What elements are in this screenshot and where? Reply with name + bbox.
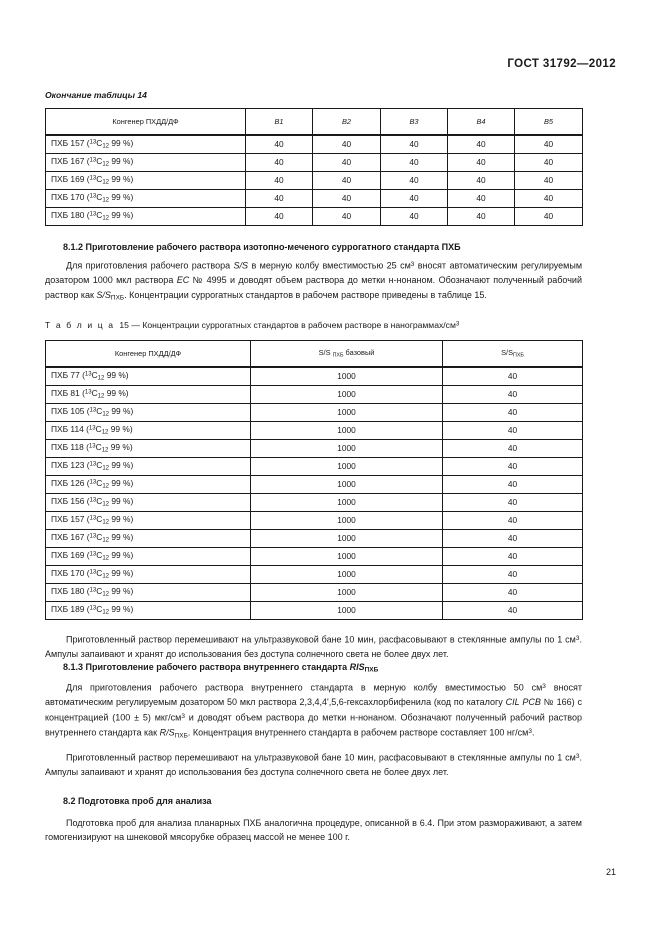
isotope-subscript: 12 [102,143,110,150]
table15-head [46,341,583,368]
paragraph-8-1-2 [45,258,582,306]
congener-label [46,584,251,602]
isotope-element: C [96,138,103,149]
cell-b1: 40 [246,208,313,226]
isotope-element: C [96,550,103,561]
congener-purity: 99 %) [104,370,129,381]
cell-b2: 40 [313,154,381,172]
standard-header: ГОСТ 31792—2012 [507,58,616,70]
cell-b2: 40 [313,190,381,208]
isotope-superscript: 13 [84,371,92,378]
table-row [46,404,583,422]
table14-col-b5: B5 [515,109,583,136]
cell-working-solution: 40 [443,548,583,566]
congener-label [46,135,246,154]
table15-col-working [443,341,583,368]
table15-header-row [46,341,583,368]
cell-b4: 40 [448,172,515,190]
congener-purity: 99 %) [109,138,134,149]
congener-prefix: ПХБ 167 ( [51,156,90,167]
isotope-subscript: 12 [102,609,110,616]
cell-base-solution: 1000 [251,548,443,566]
p813-text1: Для приготовления рабочего раствора внутреннего стандарта в мерную колбу вместимостью 50 см [66,682,543,693]
table15-col-base-main: S/S [318,347,331,357]
cell-working-solution: 40 [443,422,583,440]
table15-caption-number: 15 [119,320,129,331]
isotope-element: C [96,406,103,417]
isotope-subscript: 12 [102,411,110,418]
cell-b4: 40 [448,190,515,208]
table-row [46,602,583,620]
p813-text2: вносят автоматическим регулируемым дозатором 50 мкл раствора 2,3,4,4',5,6-гексахлорбифенила (код по каталогу [45,682,582,707]
p813-sup-1: 3 [542,682,546,690]
cell-b5: 40 [515,154,583,172]
table-row [46,135,583,154]
isotope-element: C [96,532,103,543]
congener-purity: 99 %) [109,156,134,167]
cell-b5: 40 [515,190,583,208]
congener-prefix: ПХБ 180 ( [51,210,90,221]
isotope-subscript: 12 [102,483,110,490]
cell-b4: 40 [448,208,515,226]
table14-col-congener: Конгенер ПХДД/ДФ [46,109,246,136]
isotope-subscript: 12 [97,393,105,400]
h813-prefix: 8.1.3 Приготовление рабочего раствора внутреннего стандарта [63,662,350,673]
table-row [46,494,583,512]
table14-caption: Окончание таблицы 14 [45,90,147,100]
cell-b3: 40 [381,190,448,208]
isotope-element: C [96,478,103,489]
congener-label [46,476,251,494]
isotope-subscript: 12 [102,591,110,598]
isotope-subscript: 12 [102,573,110,580]
table15-caption-label: Т а б л и ц а [45,320,115,331]
sn1-text1: Приготовленный раствор перемешивают на ультразвуковой бане 10 мин, расфасовывают в стеклянные ампулы по 1 см [66,634,576,645]
table15-col-base-sub: ПХБ [332,352,344,359]
p812-sup-1: 3 [410,261,415,268]
congener-prefix: ПХБ 180 ( [51,586,90,597]
cell-working-solution: 40 [443,476,583,494]
isotope-superscript: 13 [89,479,97,486]
table-14 [45,108,583,226]
cell-working-solution: 40 [443,566,583,584]
table-row [46,584,583,602]
congener-purity: 99 %) [109,406,134,417]
cell-working-solution: 40 [443,458,583,476]
cell-base-solution: 1000 [251,494,443,512]
congener-label [46,422,251,440]
paragraph-8-2: Подготовка проб для анализа планарных ПХБ аналогична процедуре, описанной в 6.4. При этом размораживают, а затем гомогенизируют на шнековой мясорубке образец массой не менее 100 г. [45,817,582,843]
congener-purity: 99 %) [109,514,134,525]
isotope-superscript: 13 [89,211,97,218]
cell-base-solution: 1000 [251,440,443,458]
isotope-superscript: 13 [89,193,97,200]
congener-prefix: ПХБ 156 ( [51,496,90,507]
congener-label [46,494,251,512]
cell-b3: 40 [381,172,448,190]
cell-working-solution: 40 [443,367,583,386]
table-row [46,172,583,190]
isotope-element: C [96,156,103,167]
cell-working-solution: 40 [443,584,583,602]
congener-prefix: ПХБ 167 ( [51,532,90,543]
cell-b1: 40 [246,190,313,208]
p813-cilpcb-italic: CIL PCB [505,696,541,707]
table15-col-base [251,341,443,368]
cell-base-solution: 1000 [251,566,443,584]
heading-8-1-2: 8.1.2 Приготовление рабочего раствора изотопно-меченого суррогатного стандарта ПХБ [63,242,461,252]
cell-base-solution: 1000 [251,512,443,530]
cell-working-solution: 40 [443,530,583,548]
p812-ec-italic: EC [176,275,190,286]
isotope-element: C [91,388,98,399]
cell-base-solution: 1000 [251,367,443,386]
congener-prefix: ПХБ 105 ( [51,406,90,417]
isotope-superscript: 13 [89,515,97,522]
cell-base-solution: 1000 [251,422,443,440]
congener-purity: 99 %) [109,550,134,561]
congener-prefix: ПХБ 114 ( [51,424,89,435]
cell-base-solution: 1000 [251,404,443,422]
h813-ris-italic: RIS [349,662,365,673]
isotope-element: C [95,424,102,435]
p813-text6: . [531,727,535,738]
p812-text2: в мерную колбу вместимостью 25 см [248,260,411,271]
congener-label [46,566,251,584]
isotope-element: C [96,586,103,597]
congener-prefix: ПХБ 157 ( [51,138,90,149]
isotope-superscript: 13 [84,389,92,396]
cell-b2: 40 [313,208,381,226]
isotope-subscript: 12 [102,501,110,508]
congener-purity: 99 %) [108,424,133,435]
table14-col-b2: B2 [313,109,381,136]
cell-b1: 40 [246,154,313,172]
table-row [46,208,583,226]
p812-text4: № 4995 и доводят объем раствора до метки н-нонаном. Обозначают полученный рабочий раствор как [45,275,582,300]
table15-col-working-main: S/S [501,347,514,357]
isotope-element: C [96,210,103,221]
storage-note-2 [45,750,582,780]
table-row [46,476,583,494]
isotope-subscript: 12 [97,375,105,382]
table-row [46,367,583,386]
p813-text3: № 166) с концентрацией (100 ± 5) мкг/см [45,696,582,723]
isotope-subscript: 12 [102,215,110,222]
congener-purity: 99 %) [109,174,134,185]
cell-working-solution: 40 [443,602,583,620]
cell-working-solution: 40 [443,494,583,512]
isotope-element: C [95,442,102,453]
table-row [46,422,583,440]
cell-base-solution: 1000 [251,530,443,548]
isotope-superscript: 13 [89,569,97,576]
congener-label [46,530,251,548]
congener-prefix: ПХБ 170 ( [51,192,90,203]
congener-prefix: ПХБ 77 ( [51,370,85,381]
congener-purity: 99 %) [109,478,134,489]
p812-sub-1: ПХБ [110,294,125,302]
page-number: 21 [605,867,616,877]
h813-sub: ПХБ [364,666,379,674]
p812-text1: Для приготовления рабочего раствора [66,260,234,271]
p813-sup-3: 3 [528,727,532,735]
isotope-superscript: 13 [89,605,97,612]
isotope-superscript: 13 [88,425,96,432]
isotope-superscript: 13 [89,157,97,164]
congener-prefix: ПХБ 169 ( [51,174,90,185]
p812-text3: вносят автоматическим регулируемым дозатором 1000 мкл раствора [45,260,583,286]
p812-ss-italic-1: S/S [233,260,249,271]
table14-col-b3: B3 [381,109,448,136]
isotope-element: C [96,514,103,525]
congener-purity: 99 %) [108,442,133,453]
isotope-superscript: 13 [89,175,97,182]
congener-prefix: ПХБ 170 ( [51,568,90,579]
cell-b5: 40 [515,172,583,190]
isotope-subscript: 12 [102,537,110,544]
table15-caption [45,320,582,330]
sn1-sup: 3 [575,635,580,643]
p813-sup-2: 3 [181,712,185,720]
p813-text5: . Концентрация внутреннего стандарта в рабочем растворе составляет 100 нг/см [187,727,529,738]
table-row [46,154,583,172]
congener-purity: 99 %) [109,532,134,543]
congener-prefix: ПХБ 126 ( [51,478,90,489]
cell-working-solution: 40 [443,386,583,404]
table15-col-congener: Конгенер ПХДД/ДФ [46,341,251,368]
congener-purity: 99 %) [104,388,129,399]
table-row [46,512,583,530]
cell-base-solution: 1000 [251,584,443,602]
sn2-text2: . Ампулы запаивают и хранят до использования без доступа солнечного света не более двух лет. [45,752,582,778]
congener-purity: 99 %) [109,604,134,615]
table15-body [46,367,583,620]
isotope-superscript: 13 [89,139,97,146]
isotope-element: C [96,460,103,471]
isotope-subscript: 12 [102,179,110,186]
congener-prefix: ПХБ 118 ( [51,442,89,453]
cell-base-solution: 1000 [251,458,443,476]
table-row [46,530,583,548]
cell-b3: 40 [381,208,448,226]
congener-prefix: ПХБ 157 ( [51,514,90,525]
congener-prefix: ПХБ 81 ( [51,388,85,399]
cell-b1: 40 [246,172,313,190]
cell-b4: 40 [448,135,515,154]
isotope-element: C [96,174,103,185]
cell-base-solution: 1000 [251,602,443,620]
isotope-element: C [96,568,103,579]
cell-b3: 40 [381,154,448,172]
isotope-superscript: 13 [89,497,97,504]
congener-label [46,512,251,530]
isotope-subscript: 12 [102,555,110,562]
heading-8-2: 8.2 Подготовка проб для анализа [63,795,212,806]
table15-col-base-tail: базовый [343,347,375,357]
congener-label [46,440,251,458]
congener-label [46,172,246,190]
congener-label [46,602,251,620]
table-row [46,190,583,208]
table-row [46,548,583,566]
cell-b4: 40 [448,154,515,172]
page-content [45,90,582,845]
isotope-subscript: 12 [102,161,110,168]
isotope-element: C [96,192,103,203]
table14-body [46,135,583,226]
congener-label [46,154,246,172]
isotope-subscript: 12 [102,197,110,204]
isotope-superscript: 13 [89,407,97,414]
isotope-element: C [91,370,98,381]
isotope-element: C [96,604,103,615]
isotope-superscript: 13 [89,461,97,468]
isotope-superscript: 13 [89,587,97,594]
congener-purity: 99 %) [109,210,134,221]
congener-purity: 99 %) [109,496,134,507]
congener-purity: 99 %) [109,192,134,203]
table15-col-working-sub: ПХБ [513,352,524,359]
table14-col-b4: B4 [448,109,515,136]
isotope-subscript: 12 [102,465,110,472]
p813-rs-italic: R/S [159,727,175,738]
heading-8-1-3 [45,662,582,674]
cell-b3: 40 [381,135,448,154]
congener-label [46,208,246,226]
table14-col-b1: B1 [246,109,313,136]
table-row [46,566,583,584]
isotope-subscript: 12 [102,519,110,526]
cell-working-solution: 40 [443,404,583,422]
cell-base-solution: 1000 [251,476,443,494]
table15-caption-text: Концентрации суррогатных стандартов в рабочем растворе в нанограммах/см [142,320,456,331]
table-row [46,458,583,476]
isotope-superscript: 13 [88,443,96,450]
sn2-sup: 3 [575,752,580,760]
congener-label [46,548,251,566]
p813-text4: и доводят объем раствора до метки н-нонаном. Обозначают полученный рабочий раствор внутреннего стандарта как [45,712,582,738]
sn2-text1: Приготовленный раствор перемешивают на ультразвуковой бане 10 мин, расфасовывают в стеклянные ампулы по 1 см [66,752,576,763]
congener-label [46,386,251,404]
congener-prefix: ПХБ 169 ( [51,550,90,561]
p812-text5: . Концентрации суррогатных стандартов в рабочем растворе приведены в таблице 15. [124,289,487,300]
paragraph-8-1-3 [45,680,582,744]
table14-header-row [46,109,583,136]
congener-label [46,404,251,422]
cell-b5: 40 [515,208,583,226]
storage-note-1 [45,632,582,662]
congener-purity: 99 %) [109,586,134,597]
isotope-superscript: 13 [89,533,97,540]
p813-sub-1: ПХБ [174,732,188,740]
isotope-subscript: 12 [101,447,109,454]
congener-purity: 99 %) [109,460,134,471]
congener-purity: 99 %) [109,568,134,579]
cell-b5: 40 [515,135,583,154]
congener-label [46,190,246,208]
cell-b2: 40 [313,172,381,190]
cell-working-solution: 40 [443,440,583,458]
table14-head [46,109,583,136]
p812-ss-italic-2: S/S [96,289,111,300]
isotope-subscript: 12 [101,429,109,436]
table-row [46,386,583,404]
isotope-superscript: 13 [89,551,97,558]
isotope-element: C [96,496,103,507]
cell-b1: 40 [246,135,313,154]
table15-caption-dash: — [131,320,140,331]
congener-prefix: ПХБ 189 ( [51,604,90,615]
cell-base-solution: 1000 [251,386,443,404]
table-row [46,440,583,458]
cell-working-solution: 40 [443,512,583,530]
cell-b2: 40 [313,135,381,154]
table15-caption-sup: 3 [455,320,460,328]
congener-label [46,458,251,476]
sn1-text2: . Ампулы запаивают и хранят до использования без доступа солнечного света не более двух лет. [45,634,582,660]
congener-prefix: ПХБ 123 ( [51,460,90,471]
table-15 [45,340,583,620]
congener-label [46,367,251,386]
